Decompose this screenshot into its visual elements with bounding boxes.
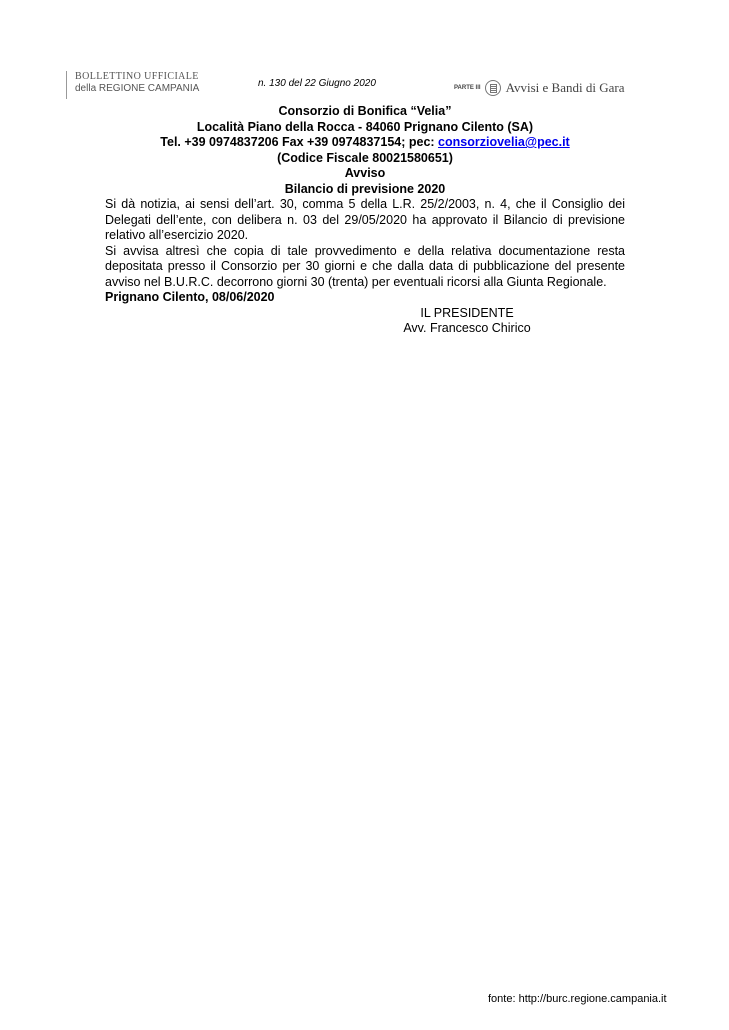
document-icon [485,80,501,96]
section-part-label: PARTE III [454,85,481,91]
bulletin-logo [66,71,199,99]
org-contacts [105,135,625,151]
pec-email-link[interactable]: consorziovelia@pec.it [438,135,570,149]
logo-line-1: BOLLETTINO UFFICIALE [75,71,199,82]
section-title: Avvisi e Bandi di Gara [505,80,625,95]
notice-body [105,104,625,337]
notice-type: Avviso [344,166,386,180]
signer-title: IL PRESIDENTE [420,305,514,320]
org-address: Località Piano della Rocca - 84060 Prignano Cilento (SA) [196,119,534,134]
issue-number: n. 130 del 22 Giugno 2020 [258,78,376,89]
notice-subject: Bilancio di previsione 2020 [284,181,446,196]
place-date: Prignano Cilento, 08/06/2020 [105,290,275,304]
tax-code: (Codice Fiscale 80021580651) [277,150,453,165]
section-header [454,80,624,96]
paragraph-1: Si dà notizia, ai sensi dell’art. 30, comma 5 della L.R. 25/2/2003, n. 4, che il Consiglio dei Delegati dell’ente, con delibera n. 03 del 29/05/2020 ha approvato il Bilancio di previsione relativo all’esercizio 2020. [105,197,625,242]
org-name: Consorzio di Bonifica “Velia” [278,104,452,118]
contact-phone-fax: Tel. +39 0974837206 Fax +39 0974837154; pec: [160,135,439,149]
paragraph-2: Si avvisa altresì che copia di tale provvedimento e della relativa documentazione resta depositata presso il Consorzio per 30 giorni e che dalla data di pubblicazione del presente avviso nel B.U.R.C. decorrono giorni 30 (trenta) per eventuali ricorsi alla Giunta Regionale. [105,243,625,289]
source-footer: fonte: http://burc.regione.campania.it [488,993,667,1005]
logo-line-2: della REGIONE CAMPANIA [75,83,200,94]
signer-name: Avv. Francesco Chirico [403,321,531,335]
